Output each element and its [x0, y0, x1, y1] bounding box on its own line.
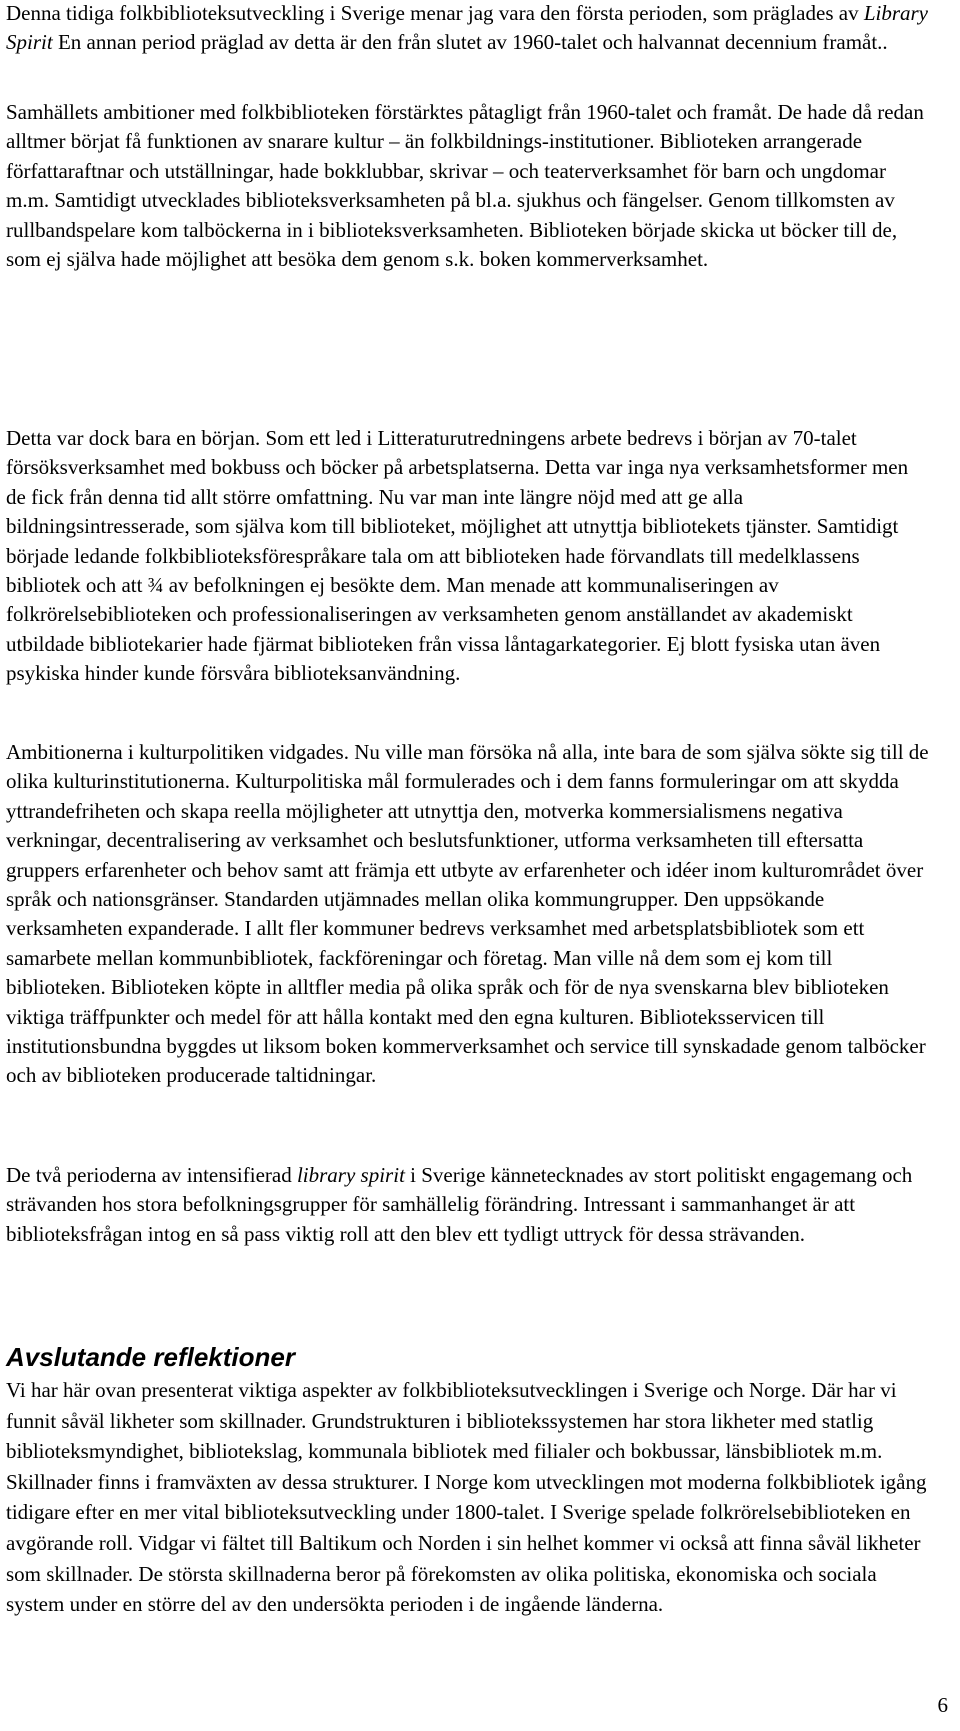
library-spirit-term: library spirit — [296, 1163, 405, 1187]
paragraph-ambitions-1960s: Samhällets ambitioner med folkbiblioteken förstärktes påtagligt från 1960-talet och framåt. De hade då redan alltmer börjat få funktionen av snarare kultur – än folkbildnings-institutioner. Biblioteken arrangerade författaraftnar och utställningar, hade bokklubbar, skrivar – och teaterverksamhet för barn och ungdomar m.m. Samtidigt utvecklades biblioteksverksamheten på bl.a. sjukhus och fängelser. Genom tillkomsten av rullbandspelare kom talböckerna in i biblioteksverksamheten. Biblioteken började skicka ut böcker till de, som ej själva hade möjlighet att besöka dem genom s.k. boken kommerverksamhet. — [6, 100, 924, 272]
section-heading: Avslutande reflektioner — [6, 1342, 295, 1372]
paragraph-two-periods-text-1: De två perioderna av intensifierad — [6, 1163, 297, 1187]
page-number: 6 — [937, 1693, 948, 1717]
paragraph-intro-text-2: En annan period präglad av detta är den från slutet av 1960-talet och halvannat decennium framåt.. — [52, 30, 888, 55]
paragraph-intro-text-1: Denna tidiga folkbiblioteksutveckling i Sverige menar jag vara den första perioden, som präglades av — [6, 1, 864, 25]
paragraph-cultural-policy: Ambitionerna i kulturpolitiken vidgades. Nu ville man försöka nå alla, inte bara de som själva sökte sig till de olika kulturinstitutionerna. Kulturpolitiska mål formulerades och i dem fanns formuleringar om att skydda yttrandefriheten och skapa reella möjligheter att utnyttja den, motverka kommersialismens negativa verkningar, decentralisering av verksamhet och beslutsfunktioner, utforma verksamheten till eftersatta gruppers erfarenheter och behov samt att främja ett utbyte av erfarenheter och idéer inom kulturområdet över språk och nationsgränser. Standarden utjämnades mellan olika kommungrupper. Den uppsökande verksamheten expanderade. I allt fler kommuner bedrevs verksamhet med arbetsplatsbibliotek som ett samarbete mellan kommunbibliotek, fackföreningar och företag. Man ville nå dem som ej kom till biblioteken. Biblioteken köpte in alltfler media på olika språk och för de nya svenskarna blev biblioteken viktiga träffpunkter och medel för att hålla kontakt med den egna kulturen. Biblioteksservicen till institutionsbundna byggdes ut liksom boken kommerverksamhet och service till synskadade genom talböcker och av biblioteken producerade taltidningar. — [6, 740, 929, 1088]
paragraph-conclusions: Vi har här ovan presenterat viktiga aspekter av folkbiblioteksutvecklingen i Sverige och Norge. Där har vi funnit såväl likheter som skillnader. Grundstrukturen i bibliotekssystemen har stora likheter med statlig biblioteksmyndighet, bibliotekslag, kommunala bibliotek med filialer och bokbussar, länsbibliotek m.m. Skillnader finns i framväxten av dessa strukturer. I Norge kom utvecklingen mot moderna folkbibliotek igång tidigare efter en mer vital biblioteksutveckling under 1800-talet. I Sverige spelade folkrörelsebiblioteken en avgörande roll. Vidgar vi fältet till Baltikum och Norden i sin helhet kommer vi också att finna såväl likheter som skillnader. De största skillnaderna beror på förekomsten av olika politiska, ekonomiska och sociala system under en större del av den undersökta perioden i de ingående länderna. — [6, 1378, 927, 1617]
library-spirit-term: Library Spirit — [6, 1, 929, 55]
paragraph-two-periods — [6, 1161, 932, 1249]
paragraph-70s-experiments: Detta var dock bara en början. Som ett led i Litteraturutredningens arbete bedrevs i början av 70-talet försöksverksamhet med bokbuss och böcker på arbetsplatserna. Detta var inga nya verksamhetsformer men de fick från denna tid allt större omfattning. Nu var man inte längre nöjd med att ge alla bildningsintresserade, som själva kom till biblioteket, möjlighet att utnyttja bibliotekets tjänster. Samtidigt började ledande folkbiblioteksförespråkare tala om att biblioteken hade förvandlats till medelklassens bibliotek och att ¾ av befolkningen ej besökte dem. Man menade att kommunaliseringen av folkrörelsebiblioteken och professionaliseringen av verksamheten genom anställandet av akademiskt utbildade bibliotekarier hade fjärmat biblioteken från vissa låntagarkategorier. Ej blott fysiska utan även psykiska hinder kunde försvåra biblioteksanvändning. — [6, 426, 909, 686]
paragraph-two-periods-text-2: i Sverige kännetecknades av stort politiskt engagemang och strävanden hos stora befolkningsgrupper för samhällelig förändring. Intressant i sammanhanget är att biblioteksfrågan intog en så pass viktig roll att den blev ett tydligt uttryck för dessa strävanden. — [6, 1163, 913, 1246]
paragraph-intro — [6, 0, 932, 58]
